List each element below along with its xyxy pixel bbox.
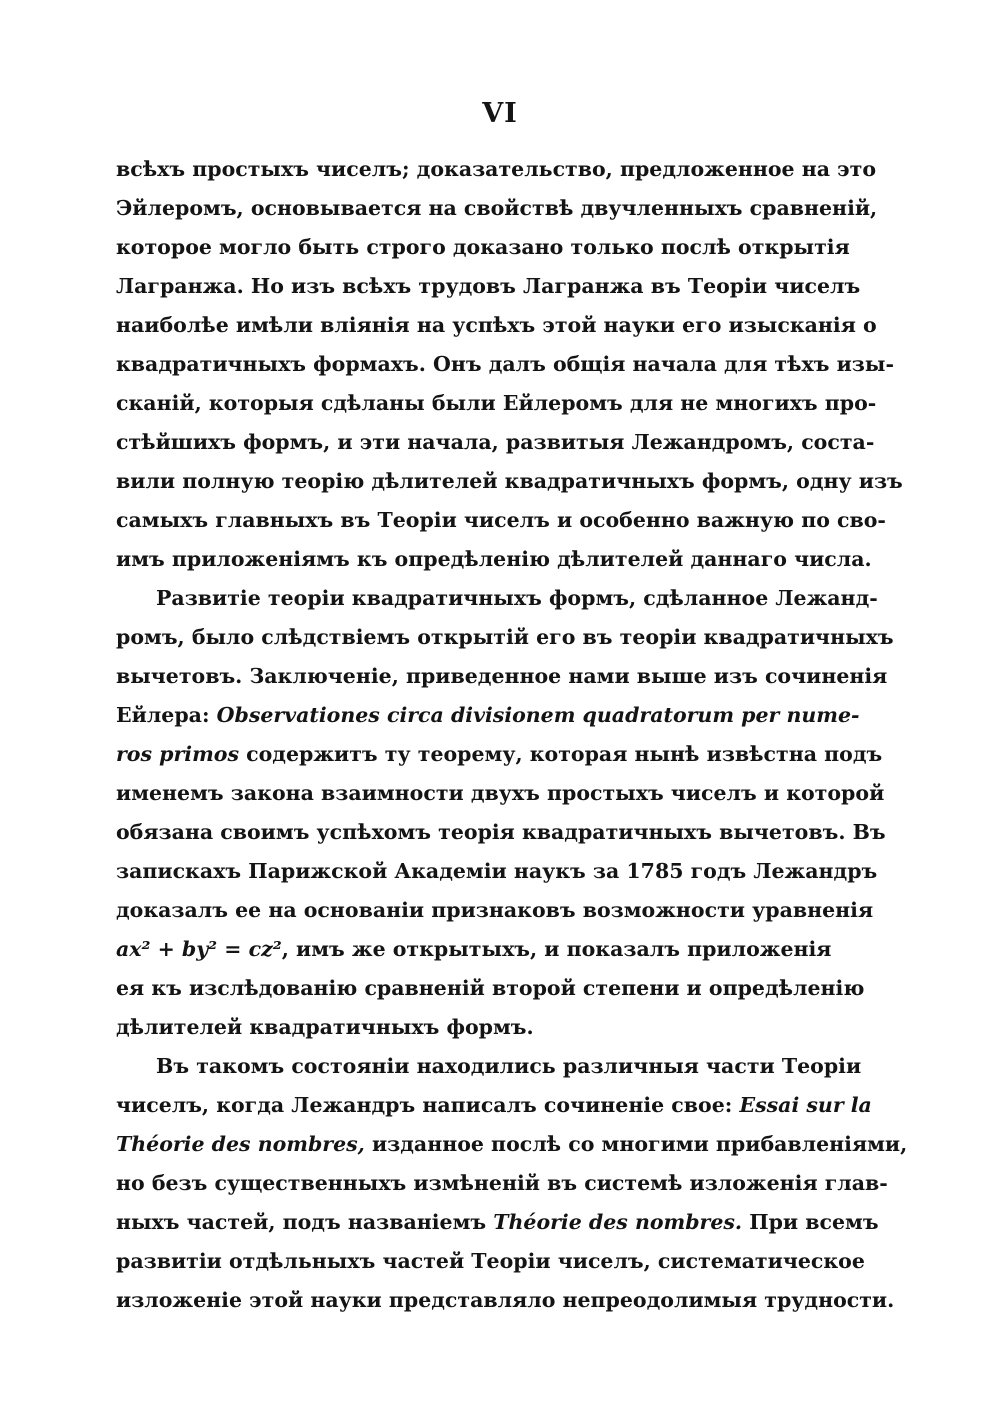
book-title-italic: Théorie des nombres, (116, 1132, 365, 1156)
text-fragment: содержитъ ту теорему, которая нынѣ извѣстна подъ (238, 742, 883, 766)
text-line: стѣйшихъ формъ, и эти начала, развитыя Лежандромъ, соста- (116, 430, 875, 454)
text-line: Лагранжа. Но изъ всѣхъ трудовъ Лагранжа въ Теоріи чиселъ (116, 274, 861, 298)
text-line: сканій, которыя сдѣланы были Ейлеромъ для не многихъ про- (116, 391, 877, 415)
page-number: VI (482, 98, 518, 129)
book-title-italic: ros primos (116, 742, 239, 766)
text-fragment: чиселъ, когда Лежандръ написалъ сочиненіе свое: (116, 1093, 740, 1117)
text-line: самыхъ главныхъ въ Теоріи чиселъ и особенно важную по сво- (116, 508, 886, 532)
book-title-italic: Théorie des nombres. (493, 1210, 743, 1234)
text-line: квадратичныхъ формахъ. Онъ далъ общія начала для тѣхъ изы- (116, 352, 894, 376)
text-line: ея къ изслѣдованію сравненій второй степени и опредѣленію (116, 976, 865, 1000)
math-formula: ax² + by² = cz² (116, 937, 282, 961)
text-fragment: , имъ же открытыхъ, и показалъ приложенія (281, 937, 832, 961)
text-line: Развитіе теоріи квадратичныхъ формъ, сдѣланное Лежанд- (156, 586, 878, 610)
text-line: Въ такомъ состояніи находились различныя части Теоріи (156, 1054, 862, 1078)
text-line: всѣхъ простыхъ чиселъ; доказательство, предложенное на это (116, 157, 877, 181)
text-line: именемъ закона взаимности двухъ простыхъ чиселъ и которой (116, 781, 885, 805)
body-text (116, 150, 908, 1320)
book-title-italic: Essai sur la (739, 1093, 872, 1117)
text-line: но безъ существенныхъ измѣненій въ системѣ изложенія глав- (116, 1171, 888, 1195)
text-line (116, 696, 860, 735)
text-line: изложеніе этой науки представляло непреодолимыя трудности. (116, 1288, 895, 1312)
text-fragment: Ейлера: (116, 703, 217, 727)
text-line (116, 1086, 872, 1125)
text-line: наиболѣе имѣли вліянія на успѣхъ этой науки его изысканія о (116, 313, 877, 337)
text-line: которое могло быть строго доказано только послѣ открытія (116, 235, 850, 259)
text-line (116, 1203, 879, 1242)
text-line (116, 1125, 908, 1164)
text-line: обязана своимъ успѣхомъ теорія квадратичныхъ вычетовъ. Въ (116, 820, 886, 844)
text-fragment: изданное послѣ со многими прибавленіями, (364, 1132, 908, 1156)
text-line: вили полную теорію дѣлителей квадратичныхъ формъ, одну изъ (116, 469, 903, 493)
text-line (116, 735, 883, 774)
text-line: развитіи отдѣльныхъ частей Теоріи чиселъ, систематическое (116, 1249, 865, 1273)
text-line: доказалъ ее на основаніи признаковъ возможности уравненія (116, 898, 874, 922)
text-line: Эйлеромъ, основывается на свойствѣ двучленныхъ сравненій, (116, 196, 878, 220)
text-line: вычетовъ. Заключеніе, приведенное нами выше изъ сочиненія (116, 664, 888, 688)
text-fragment: При всемъ (742, 1210, 879, 1234)
text-line: ромъ, было слѣдствіемъ открытій его въ теоріи квадратичныхъ (116, 625, 894, 649)
text-line (116, 930, 832, 969)
book-title-italic: Observationes circa divisionem quadratorum per nume- (216, 703, 860, 727)
text-line: имъ приложеніямъ къ опредѣленію дѣлителей даннаго числа. (116, 547, 872, 571)
text-line: запискахъ Парижской Академіи наукъ за 1785 годъ Лежандръ (116, 859, 878, 883)
text-fragment: ныхъ частей, подъ названіемъ (116, 1210, 494, 1234)
text-line: дѣлителей квадратичныхъ формъ. (116, 1015, 534, 1039)
